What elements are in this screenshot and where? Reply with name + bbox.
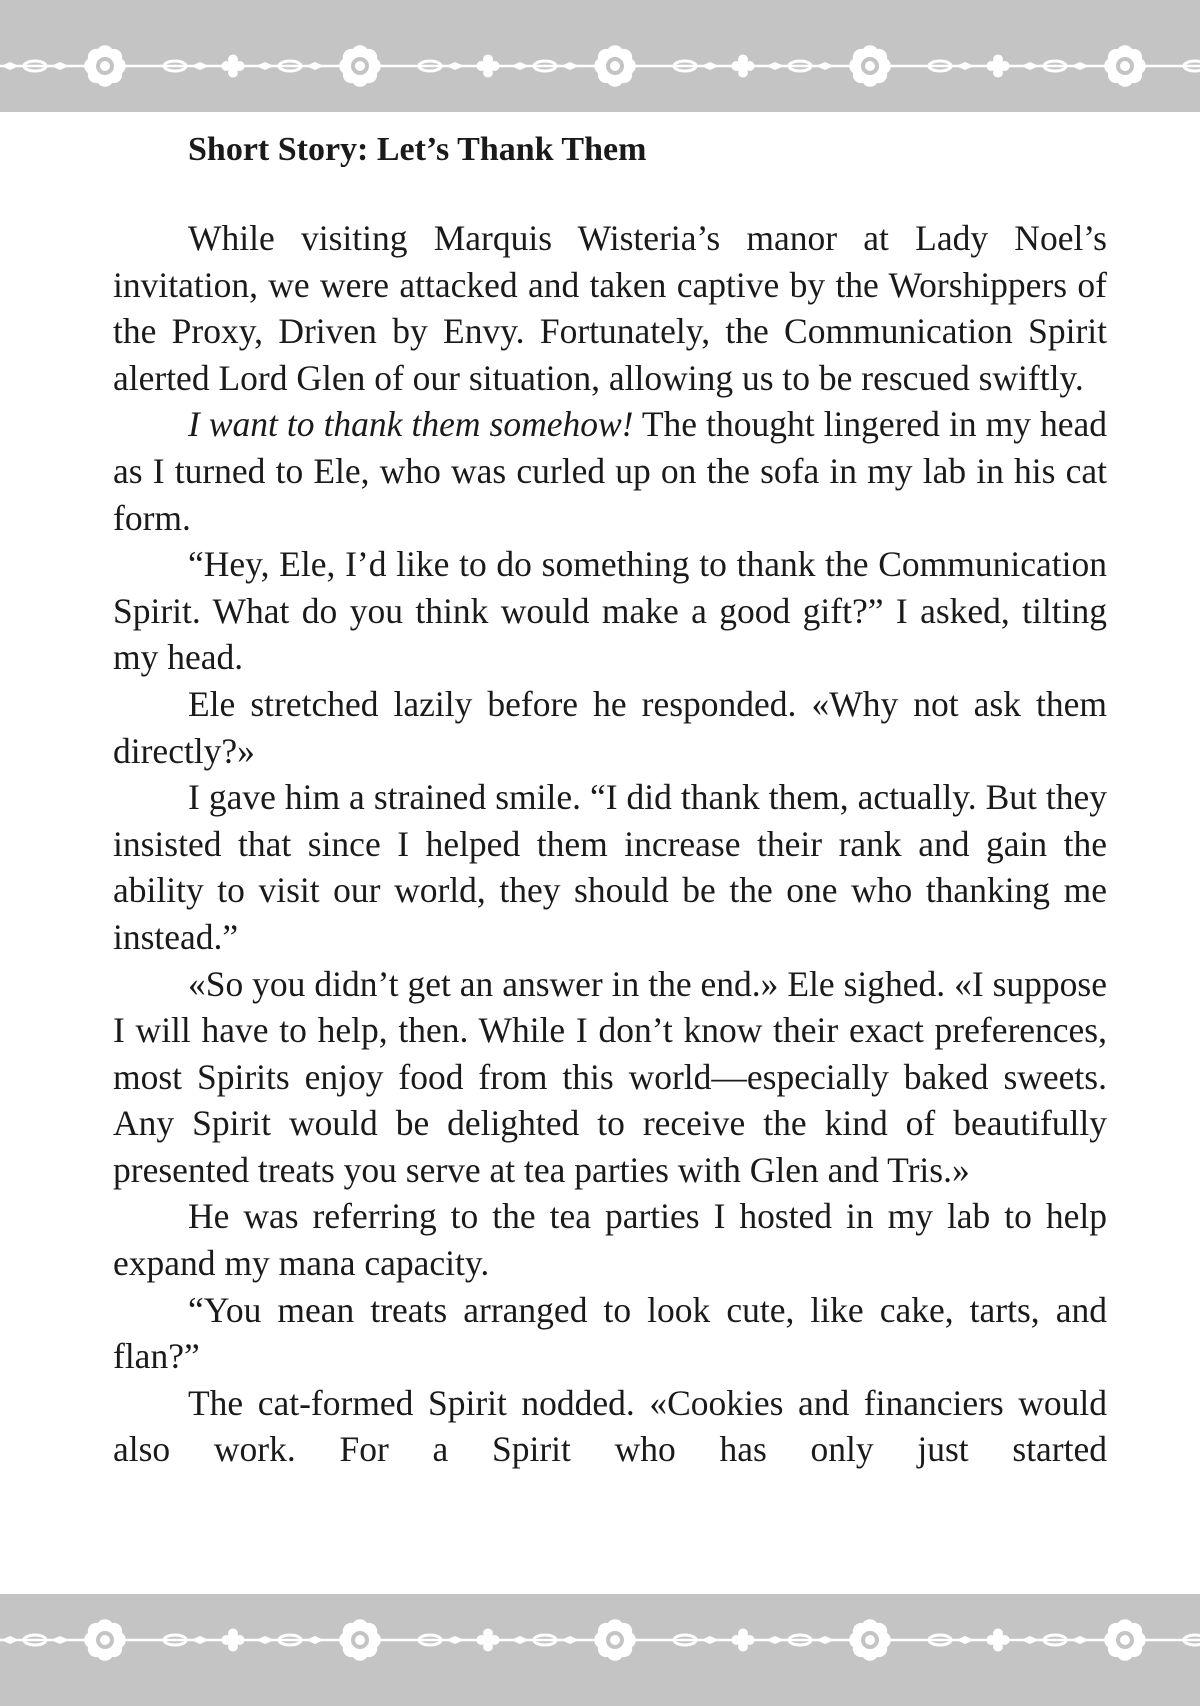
header-ornament-band [0,0,1200,112]
paragraph-9: The cat-formed Spirit nodded. «Cookies and financiers would also work. For a Spirit who has only just started [113,1382,1107,1470]
footer-ornament-band [0,1594,1200,1706]
floral-border-icon [0,1594,1200,1706]
paragraph-7: He was referring to the tea parties I hosted in my lab to help expand my mana capacity. [113,1196,1107,1284]
paragraph-2-text: The thought lingered in my head as I turned to Ele, who was curled up on the sofa in my lab in his cat form. [113,404,1108,538]
paragraph-3: “Hey, Ele, I’d like to do something to thank the Communication Spirit. What do you think would make a good gift?” I asked, tilting my head. [113,544,1107,678]
story-title: Short Story: Let’s Thank Them [188,131,647,168]
paragraph-8: “You mean treats arranged to look cute, like cake, tarts, and flan?” [113,1289,1107,1377]
floral-border-icon [0,0,1200,112]
paragraph-4: Ele stretched lazily before he responded. «Why not ask them directly?» [113,683,1107,771]
paragraph-1: While visiting Marquis Wisteria’s manor at Lady Noel’s invitation, we were attacked and taken captive by the Worshippers of the Proxy, Driven by Envy. Fortunately, the Communication Spirit alerted Lord Glen of our situation, allowing us to be rescued swiftly. [113,218,1107,398]
paragraph-6: «So you didn’t get an answer in the end.» Ele sighed. «I suppose I will have to help, then. While I don’t know their exact preferences, most Spirits enjoy food from this world—especially baked sweets. Any Spirit would be delighted to receive the kind of beautifully presented treats you serve at tea parties with Glen and Tris.» [113,963,1107,1190]
paragraph-5: I gave him a strained smile. “I did thank them, actually. But they insisted that since I helped them increase their rank and gain the ability to visit our world, they should be the one who thanking me instead.” [113,777,1107,957]
paragraph-2 [113,401,1107,541]
page-content [113,115,1107,1473]
italic-thought: I want to thank them somehow! [188,404,634,445]
